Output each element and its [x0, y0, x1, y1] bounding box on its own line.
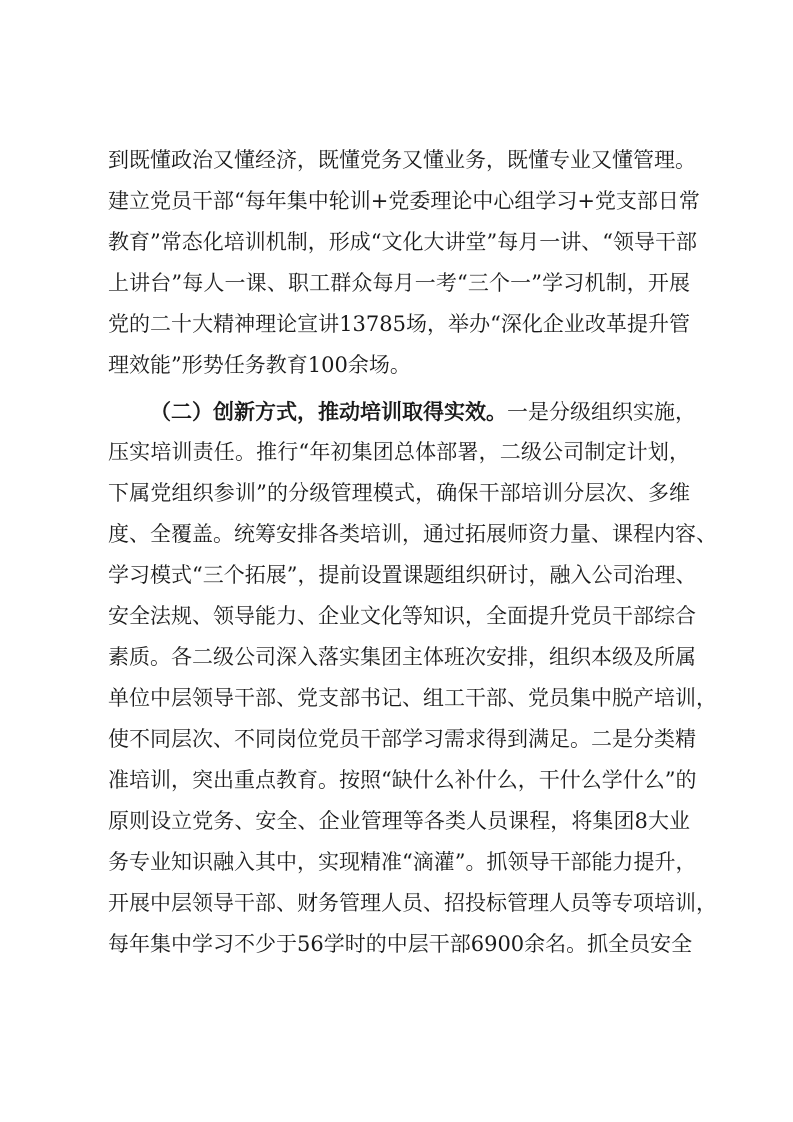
text-line: 建立党员干部“每年集中轮训+党委理论中心组学习+党支部日常	[108, 189, 700, 213]
text-line: 压实培训责任。推行“年初集团总体部署，二级公司制定计划，	[108, 440, 690, 464]
text-line: 素质。各二级公司深入落实集团主体班次安排，组织本级及所属	[108, 645, 696, 669]
text-line: 理效能”形势任务教育100余场。	[108, 353, 411, 377]
section-heading: （二）创新方式，推动培训取得实效。	[150, 399, 507, 424]
text-line: 单位中层领导干部、党支部书记、组工干部、党员集中脱产培训，	[108, 686, 717, 710]
paragraph-1	[108, 140, 700, 386]
text-line: 原则设立党务、安全、企业管理等各类人员课程，将集团8大业	[108, 809, 690, 833]
text-line: 学习模式“三个拓展”，提前设置课题组织研讨，融入公司治理、	[108, 563, 697, 587]
text-line: 上讲台”每人一课、职工群众每月一考“三个一”学习机制，开展	[108, 271, 690, 295]
text-line: 度、全覆盖。统筹安排各类培训，通过拓展师资力量、课程内容、	[108, 522, 717, 546]
text-line: 务专业知识融入其中，实现精准“滴灌”。抓领导干部能力提升，	[108, 850, 697, 874]
text-run: 一是分级组织实施，	[507, 400, 696, 424]
text-line: 安全法规、领导能力、企业文化等知识，全面提升党员干部综合	[108, 604, 696, 628]
text-line: 准培训，突出重点教育。按照“缺什么补什么，干什么学什么”的	[108, 768, 697, 792]
text-line-first	[108, 391, 696, 432]
text-line: 党的二十大精神理论宣讲13785场，举办“深化企业改革提升管	[108, 312, 690, 336]
text-line: 使不同层次、不同岗位党员干部学习需求得到满足。二是分类精	[108, 727, 696, 751]
text-line: 每年集中学习不少于56学时的中层干部6900余名。抓全员安全	[108, 932, 693, 956]
paragraph-2	[108, 391, 717, 965]
document-body	[108, 140, 717, 965]
text-line: 到既懂政治又懂经济，既懂党务又懂业务，既懂专业又懂管理。	[108, 148, 696, 172]
text-line: 下属党组织参训”的分级管理模式，确保干部培训分层次、多维	[108, 481, 690, 505]
text-line: 教育”常态化培训机制，形成“文化大讲堂”每月一讲、“领导干部	[108, 230, 697, 254]
text-line: 开展中层领导干部、财务管理人员、招投标管理人员等专项培训，	[108, 891, 717, 915]
